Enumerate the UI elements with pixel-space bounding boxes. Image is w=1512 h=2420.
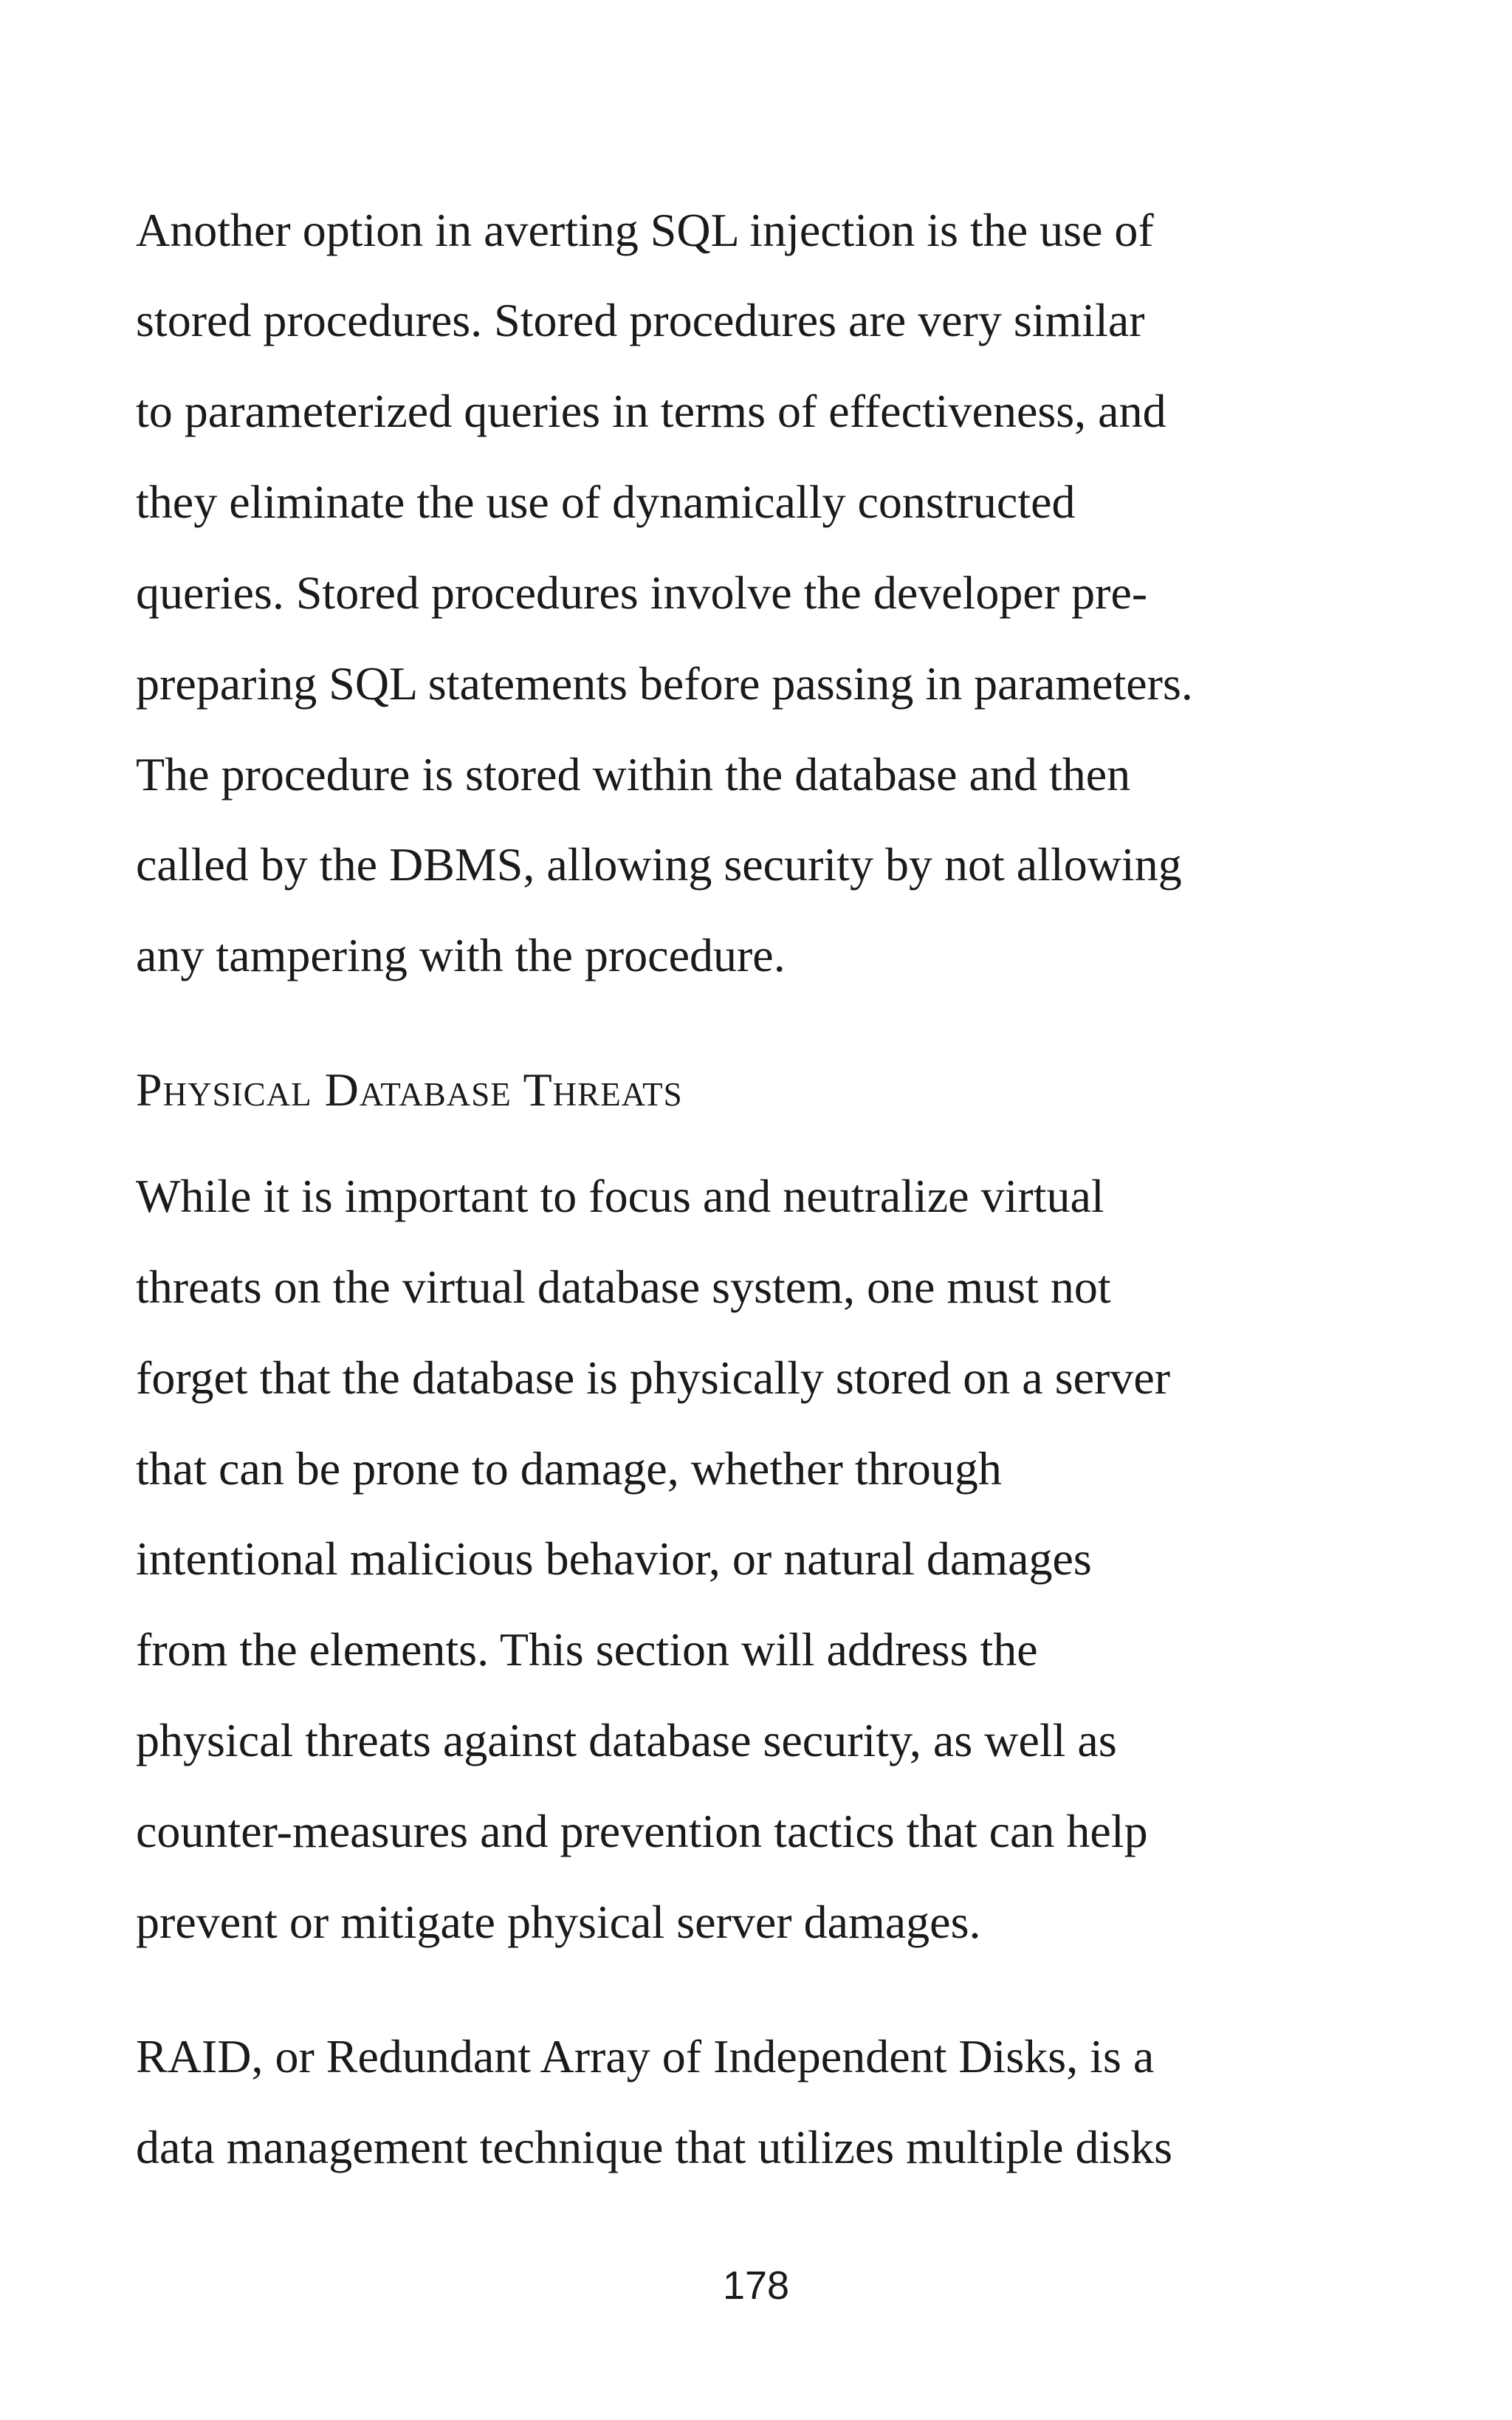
text-line: intentional malicious behavior, or natural damages	[136, 1532, 1092, 1585]
text-line: Another option in averting SQL injection is the use of	[136, 204, 1154, 256]
text-line: any tampering with the procedure.	[136, 929, 786, 981]
text-line: that can be prone to damage, whether through	[136, 1442, 1002, 1495]
text-line: physical threats against database security, as well as	[136, 1714, 1117, 1766]
text-line: While it is important to focus and neutralize virtual	[136, 1170, 1104, 1222]
text-line: from the elements. This section will address the	[136, 1623, 1038, 1676]
text-line: counter-measures and prevention tactics that can help	[136, 1805, 1148, 1857]
text-line: threats on the virtual database system, one must not	[136, 1261, 1111, 1313]
text-line: data management technique that utilizes multiple disks	[136, 2121, 1173, 2173]
text-line: RAID, or Redundant Array of Independent Disks, is a	[136, 2030, 1155, 2083]
text-line: prevent or mitigate physical server damages.	[136, 1896, 981, 1948]
text-line: called by the DBMS, allowing security by not allowing	[136, 838, 1182, 891]
text-line: The procedure is stored within the database and then	[136, 748, 1131, 801]
text-line: stored procedures. Stored procedures are very similar	[136, 294, 1145, 346]
text-line: preparing SQL statements before passing in parameters.	[136, 657, 1193, 710]
section-heading: Physical Database Threats	[136, 1063, 683, 1116]
page-number: 178	[722, 2263, 790, 2308]
text-line: queries. Stored procedures involve the developer pre-	[136, 566, 1148, 619]
text-line: forget that the database is physically stored on a server	[136, 1351, 1171, 1404]
text-line: to parameterized queries in terms of effectiveness, and	[136, 385, 1166, 437]
text-line: they eliminate the use of dynamically constructed	[136, 476, 1076, 528]
